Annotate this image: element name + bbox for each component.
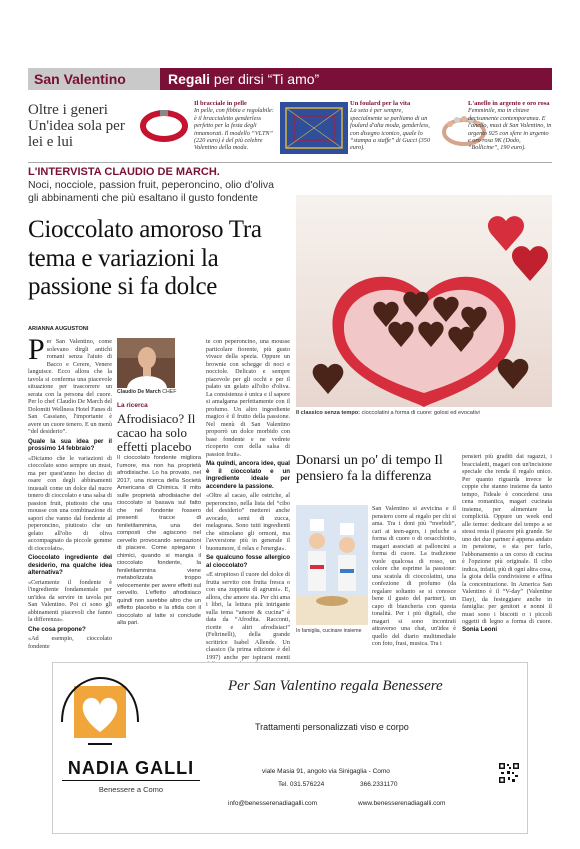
ad-address: viale Masia 91, angolo via Sinigaglia - Como bbox=[262, 768, 390, 775]
ad-tagline: Trattamenti personalizzati viso e corpo bbox=[255, 722, 409, 732]
ad-mobile: 366.2331170 bbox=[360, 781, 398, 788]
section-label: San Valentino bbox=[28, 68, 160, 90]
gift-strip bbox=[28, 96, 552, 160]
gift-item-scarf: Un foulard per la vita La seta è per sempre, specialmente se parliamo di un foulard d'alta moda, genderless, con disegno iconico, quale lo “stampa a staffe” di Gucci (350 euro). bbox=[350, 100, 430, 152]
signature: Sonia Leoni bbox=[462, 625, 498, 633]
article-standfirst: Noci, nocciole, passion fruit, peperoncino, olio d'oliva gli abbinamenti che più esaltano il gusto fondente bbox=[28, 179, 274, 204]
section-header bbox=[28, 68, 552, 90]
ad-brand: NADIA GALLI bbox=[67, 758, 195, 778]
section-title: Regali per dirsi “Ti amo” bbox=[160, 68, 552, 90]
article-column-1: Per San Valentino, come solevano dirgli antichi romani senza l'aiuto di Bacco e Cerere, Venere languisce. Ecco allora che la tavola si conferma una piacevole situazione per trascorrere un serata con la persona del cuore. Per lo chef Claudio De March del Dolomiti Wellness Hotel Fanes di San Cassiano, l'importante è avere un cuore tenero. E un menù “del desiderio”. Quale la sua idea per il prossimo 14 febbraio? «Diciamo che le variazioni di cioccolato sono sempre un must, ma per quest'anno ho deciso di osare con degli abbinamenti inusuali come un dolce dal nucre tenero di cioccolato e una salsa di passion fruit, piuttosto che una mousse con una combinazione di sapori che vanno dal fondente al peperoncino, piuttosto che un gelato all'olio di oliva accompagnato da piccole gemme di cioccolato». Cioccolato ingrediente del desiderio, ma qualche idea alternativa? «Certamente il fondente è l'ingrediente fondamentale per un'idea da servire in tavola per San Valentino. Poi ci sono gli abbinamenti piacevoli che fanno la differenza». Che cosa propone? «Ad esempio, cioccolato fondente bbox=[28, 333, 112, 650]
second-column-b: pensieri più graditi dai ragazzi, i braccialetti, magari con un'incisione speciale che renda il regalo unico. Per quanto riguarda invece le coppie che stanno insieme da tanto tempo, l'ideale è concedersi una cena romantica, magari cucinata insieme, per alimentare la complicità. Oppure un week end alle terme: dedicare del tempo a se stessi resta il piacere più grande. Se uno dei due partner è appena andato in pensione, o sta per farlo, l'abbonamento a un corso di cucina è l'opzione più originale. Il cibo indica, infatti, più di ogni altra cosa, la gioia della condivisione e affina la concentrazione. In America San Valentino è il “V-day” (Valentine Day), da festeggiare anche in famiglia: per genitori e nonni il must sono i biscotti o i piccoli oggetti di legno a forma di cuore. Sonia Leoni bbox=[462, 453, 552, 633]
gift-item-bracelet: Il bracciale in pelle In pelle, con fibbia e regolabile: è il braccialetto genderless perfetto per la festa degli innamorati. Il modello “VLTN” (220 euro) è del più celebre Valentino della moda. bbox=[194, 100, 274, 152]
qr-code-icon bbox=[498, 762, 520, 784]
divider bbox=[28, 162, 552, 163]
second-article-title: Donarsi un po' di tempo Il pensiero fa la differenza bbox=[296, 453, 443, 484]
byline: ARIANNA AUGUSTONI bbox=[28, 326, 89, 332]
article-column-3: te con peperoncino, una mousse particolare fiorente, più gusto vivace della spezia. Oppure un brownie con schegge di noci e nocciole. Delicato e sempre piacevole per gli occhi e per il palato un gelato all'olio d'oliva. La consistenza è unica e il sapore si amalgama perfettamente con il profumo. Un altro ingrediente magico è il frutto della passione. Nel menù di San Valentino proporrò un dolce morbido con base fondente e ne vedrete ricoperto con della salsa di passion fruit». Ma quindi, ancora idee, qual è il cioccolato e un ingrediente ideale per accendere la passione. «Oltre al cacao, alle ostriche, al peperoncino, nella lista del “cibo del desiderio” metterei anche avocado, semi di zucca, melagrana. Sono tutti ingredienti che stimolano gli ormoni, ma l'avversione più in generale il buonumore, il relax e l'energia». Se qualcuno fosse allergico al cioccolato? «E stropitoso il cuore del dolce di frutta servito con frutta fresca o con una zuppetta di agrumi». E, allora, che amore sia. Per chi ama i libri, la lettura più intrigante sulla tema “amore & cucina” è data da “Afrodita. Racconti, ricette e altri afrodisiaci” (Feltrinelli), della grande scrittrice Isabel Allende. Un classico (la prima edizione è del 1997) anche per ispirarsi menti bbox=[206, 338, 290, 661]
second-column-a: San Valentino si avvicina e il pensiero corre al regalo per chi si ama. Tra i doni più “morbidi”, cari ai teen-agers, i peluche a forma di cuore o di orsacchiotto, magari associati ai palloncini a forma di cuore. La tradizione vuole qualcosa di rosso, un colore che esprime la passione: una scatola di cioccolatini, una confezione di profumo (da regalare soltanto se si conosce bene il gusto del partner), un capo di biancheria con questa tonalità. Per i più digitali, che magari si sono incontrati attraverso una chat, un'idea è quello del diario multimediale con foto, frasi, musica. Tra i bbox=[372, 505, 456, 647]
sidebar-title: Afrodisiaco? Il cacao ha solo effetti placebo bbox=[117, 411, 196, 454]
gift-item-ring: L'anello in argento e oro rosa Femminile, ma in chiave decisamente contemporanea. E l'anello, must di San Valentino, in argento 925 con sfere in argento e oro rosa 9K (Dodo, “Bollicine”, 190 euro). bbox=[468, 100, 552, 152]
sidebar-body: Il cioccolato fondente migliora l'umore, ma non ha proprietà afrodisiache. Lo ha provato, nel 2017, una ricerca della Società Americana di Chimica. Il mito sulle proprietà afrodisiache del cioccolato si basava sul fatto che nel fondente fossero presenti tracce di feniletilammina, una dei composti che agiscono nel cervello provocando sensazioni di piacere. Come spiegano i chimici, quando si mangia il cioccolato fondente, la feniletilammina viene metabolizzata troppo velocemente per avere effetti sul cervello. L'effetto afrodisiaco quindi non sarebbe altro che un effetto placebo e la sfida con il cioccolato al latte si conclude alla pari. bbox=[117, 455, 201, 626]
kids-cooking-photo bbox=[296, 505, 368, 625]
sidebar-label: La ricerca bbox=[117, 402, 148, 409]
ad-phone: Tel. 031.576224 bbox=[278, 781, 325, 788]
scarf-image bbox=[280, 102, 348, 154]
gifts-title: Oltre i generi Un'idea sola per lei e lui bbox=[28, 102, 125, 150]
ad-headline: Per San Valentino regala Benessere bbox=[228, 678, 443, 694]
ad-website[interactable]: www.benesserenadiagalli.com bbox=[358, 800, 446, 807]
chef-caption: Claudio De March CHEF bbox=[117, 389, 177, 395]
chef-photo bbox=[117, 338, 175, 388]
article-headline: Cioccolato amoroso Tra tema e variazioni la passione si fa dolce bbox=[28, 216, 262, 300]
article-kicker: L'INTERVISTA CLAUDIO DE MARCH. bbox=[28, 166, 220, 178]
bracelet-image bbox=[140, 104, 188, 144]
ad-email[interactable]: info@benesserenadiagalli.com bbox=[228, 800, 317, 807]
hero-caption: Il classico senza tempo: cioccolatini a forma di cuore: golosi ed evocativi bbox=[296, 410, 480, 416]
ad-brand-sub: Benessere a Como bbox=[98, 785, 164, 794]
heart-logo bbox=[58, 676, 142, 756]
kids-caption: In famiglia, cucinare insieme bbox=[296, 628, 362, 634]
ad-brand-rule bbox=[62, 780, 200, 781]
dropcap: P bbox=[28, 333, 45, 366]
chocolate-hearts-photo bbox=[296, 195, 552, 407]
